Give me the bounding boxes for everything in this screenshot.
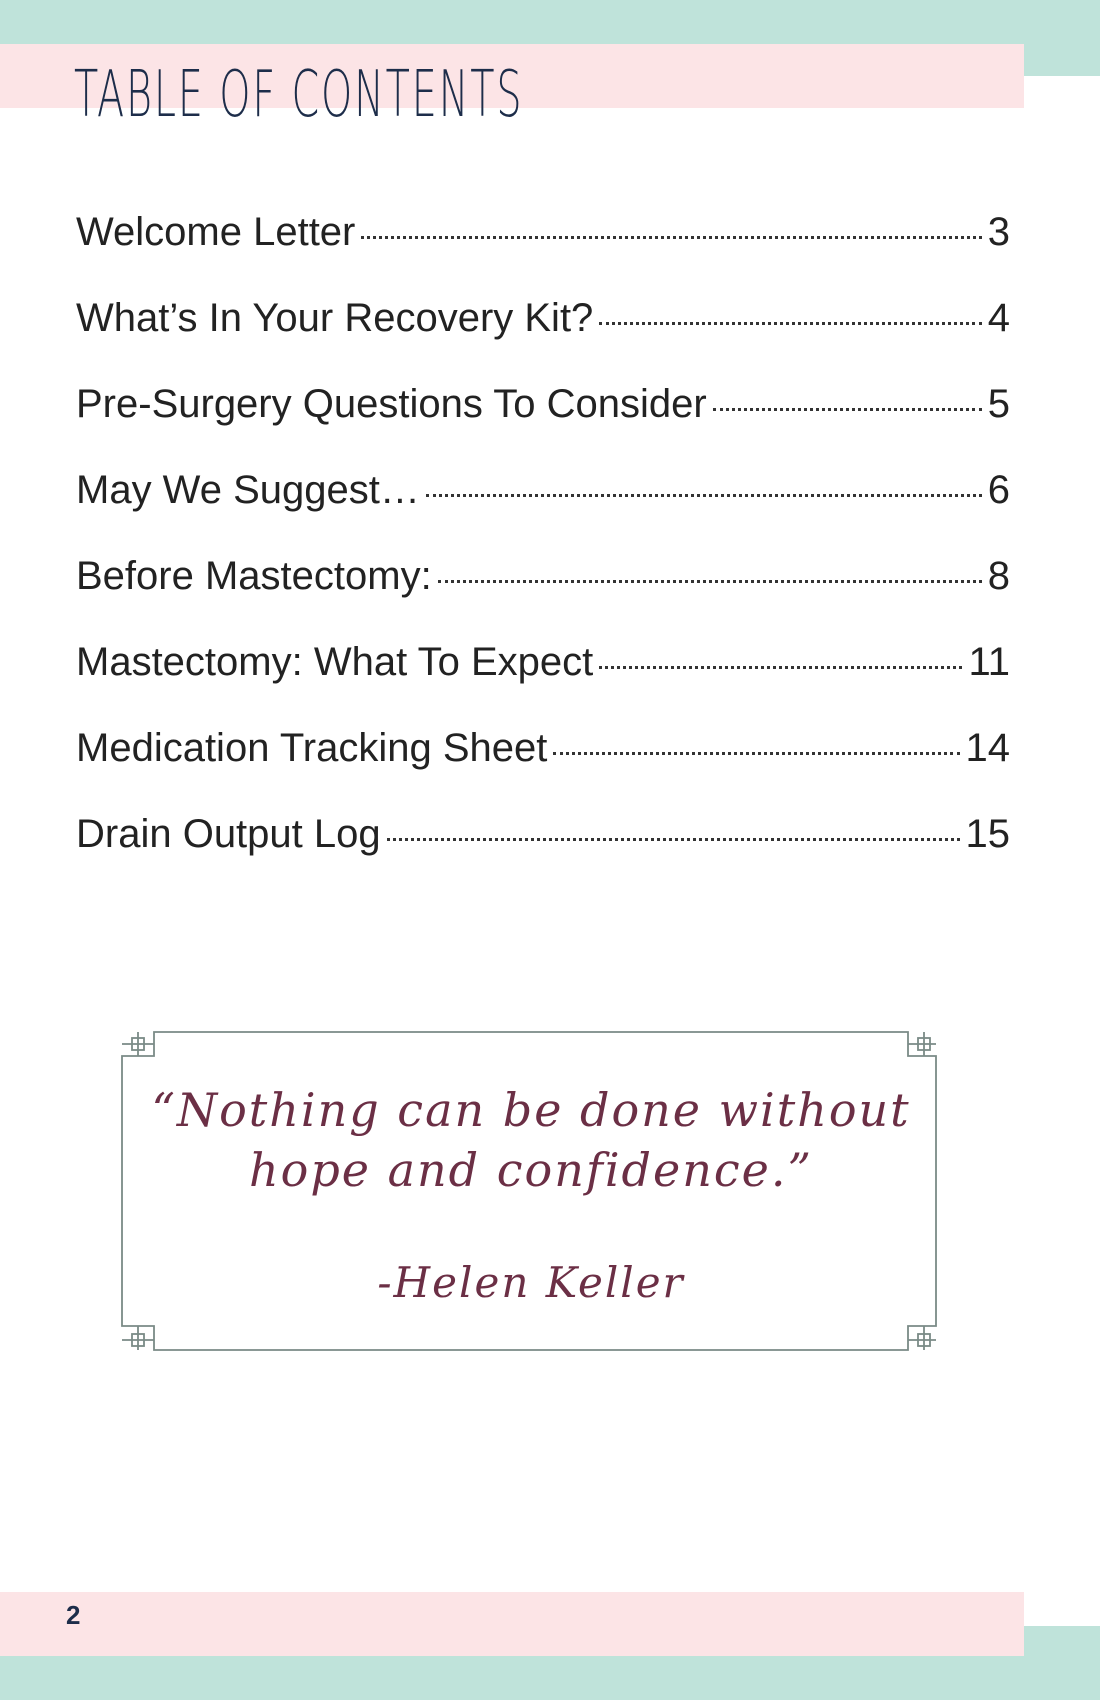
- dot-leader: [361, 236, 981, 239]
- toc-entry-what-to-expect: [76, 640, 1010, 726]
- dot-leader: [426, 494, 982, 497]
- toc-entry-page: 8: [987, 554, 1010, 598]
- toc-entry-welcome-letter: [76, 210, 1010, 296]
- toc-entry-recovery-kit: [76, 296, 1010, 382]
- toc-entry-page: 6: [987, 468, 1010, 512]
- bottom-right-teal-block: [1024, 1626, 1100, 1656]
- toc-entry-before-mastectomy: [76, 554, 1010, 640]
- quote-text: [118, 1080, 944, 1200]
- dot-leader: [387, 838, 960, 841]
- toc-entry-page: 5: [987, 382, 1010, 426]
- page-title: TABLE OF CONTENTS: [74, 58, 524, 132]
- quote-frame: [118, 1028, 944, 1358]
- toc-entry-label: Before Mastectomy:: [76, 554, 432, 598]
- dot-leader: [599, 666, 962, 669]
- toc-entry-page: 4: [987, 296, 1010, 340]
- dot-leader: [599, 322, 981, 325]
- toc-entry-may-we-suggest: [76, 468, 1010, 554]
- quote-line-1: “Nothing can be done without: [151, 1083, 911, 1137]
- toc-entry-page: 14: [965, 726, 1010, 770]
- toc-entry-label: Medication Tracking Sheet: [76, 726, 548, 770]
- toc-entry-page: 11: [968, 640, 1010, 684]
- toc-entry-label: Welcome Letter: [76, 210, 356, 254]
- toc-entry-page: 3: [987, 210, 1010, 254]
- toc-entry-label: What’s In Your Recovery Kit?: [76, 296, 594, 340]
- bottom-teal-band: [0, 1656, 1100, 1700]
- toc-entry-page: 15: [965, 812, 1010, 856]
- toc-entry-drain-output-log: [76, 812, 1010, 898]
- toc-entry-label: May We Suggest…: [76, 468, 420, 512]
- quote-line-2: hope and confidence.”: [249, 1143, 813, 1197]
- page-number: 2: [66, 1600, 81, 1630]
- top-right-teal-block: [1024, 0, 1100, 76]
- dot-leader: [438, 580, 982, 583]
- top-teal-band: [0, 0, 1100, 44]
- toc-entry-label: Drain Output Log: [76, 812, 381, 856]
- quote-author: -Helen Keller: [377, 1258, 685, 1307]
- toc-entry-label: Pre-Surgery Questions To Consider: [76, 382, 707, 426]
- toc-entry-medication-tracking: [76, 726, 1010, 812]
- toc-entry-label: Mastectomy: What To Expect: [76, 640, 594, 684]
- bottom-pink-band: [0, 1592, 1024, 1656]
- dot-leader: [553, 752, 959, 755]
- table-of-contents: [76, 210, 1010, 898]
- toc-entry-pre-surgery-questions: [76, 382, 1010, 468]
- dot-leader: [713, 408, 982, 411]
